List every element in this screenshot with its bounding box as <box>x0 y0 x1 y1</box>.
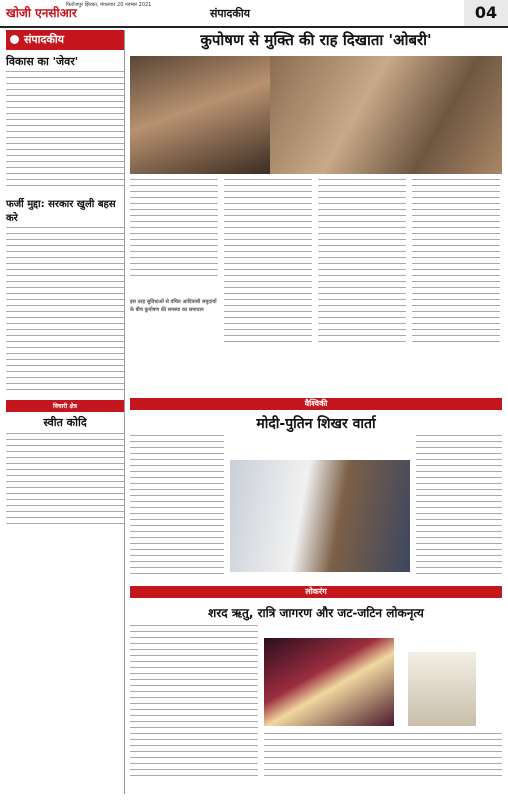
small-text <box>6 433 124 528</box>
main-article-body <box>130 178 502 390</box>
modi-putin-headline: मोदी-पुतिन शिखर वार्ता <box>256 416 376 432</box>
editorial-stamp: संपादकीय <box>6 30 124 50</box>
small-section-stamp: विचारी क्षेत्र <box>6 400 124 412</box>
editorial-subhead: फर्जी मुद्दा: सरकार खुली बहस करे <box>6 199 116 224</box>
photo-mothers-children <box>270 56 502 174</box>
photo-tribal-child <box>130 56 270 174</box>
world-text-right <box>416 434 502 579</box>
left-column <box>6 30 125 794</box>
folk-text-left <box>130 624 258 781</box>
subhead-text <box>6 227 124 394</box>
photo-folk-dance <box>264 638 394 726</box>
photo-statue <box>408 652 476 726</box>
world-section-banner: वैश्विकी <box>130 398 502 410</box>
masthead <box>0 0 508 28</box>
folk-section-banner: लोकरंग <box>130 586 502 598</box>
editorial-text <box>6 71 124 190</box>
folk-text-bottom <box>264 732 502 781</box>
world-text-left <box>130 434 224 579</box>
section-title: संपादकीय <box>210 7 251 20</box>
main-area <box>130 30 502 794</box>
small-heading: स्वीत कोदि <box>43 416 87 429</box>
page-number: 04 <box>464 0 508 26</box>
editorial-title: विकास का 'जेवर' <box>6 55 79 68</box>
photo-modi-putin <box>230 460 410 572</box>
date-line: फिरोजपुर झिरका, मंगलवार 20 नवम्बर 2021 <box>66 2 152 8</box>
paper-name: खोजी एनसीआर <box>6 6 77 20</box>
folk-dance-headline: शरद ऋतु, रात्रि जागरण और जट-जटिन लोकनृत्य <box>208 606 424 620</box>
pull-quote: इस तरह सुविधाओं से वंचित आदिवासी समुदायों के बीच कुपोषण की समस्या का समाधान <box>130 299 217 313</box>
main-article-title: कुपोषण से मुक्ति की राह दिखाता 'ओबरी' <box>200 31 432 49</box>
